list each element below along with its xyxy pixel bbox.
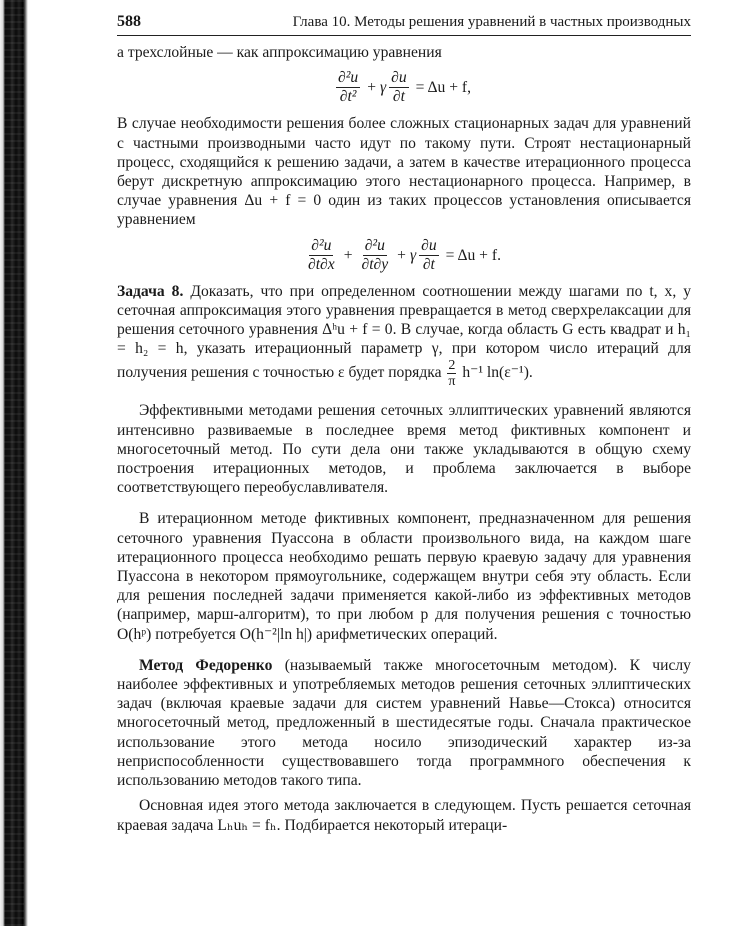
paragraph-fictitious-components: В итерационном методе фиктивных компонент, предназначенном для решения сеточного уравнения Пуассона в области произвольного вида, на каждом шаге итерационного процесса необходимо решать первую краевую задачу для уравнения Пуассона в некотором прямоугольнике, содержащем внутри себя эту область. Если для решения последней задачи применяется какой-либо из эффективных методов (например, марш-алгоритм), то при любом p для получения решения с точностью O(hᵖ) потребуется O(h⁻²|ln h|) арифметических операций.: [117, 510, 691, 643]
eq1-fraction-2: [389, 69, 409, 106]
task-8-paragraph: [117, 282, 691, 390]
running-title: Глава 10. Методы решения уравнений в частных производных: [292, 14, 691, 30]
eq2-plus-2: +: [397, 246, 406, 264]
task-8-tail: h⁻¹ ln(ε⁻¹).: [462, 364, 533, 382]
eq2-f3-denominator: ∂t: [422, 255, 435, 273]
eq2-f3-numerator: ∂u: [421, 236, 437, 254]
eq1-gamma: γ: [379, 79, 387, 97]
task-8-fraction-numerator: 2: [448, 358, 456, 374]
eq1-f2-denominator: ∂t: [392, 88, 405, 106]
task-8-text: Доказать, что при определенном соотношении между шагами по t, x, y сеточная аппроксимация этого уравнения превращается в метод сверхрелаксации для решения сеточного уравнения Δʰu + f = 0. В случае, когда область G есть квадрат и h₁ = h₂ = h, указать итерационный параметр γ, при котором число итераций для получения решения с точностью ε будет порядка: [117, 282, 691, 382]
equation-1: [117, 69, 691, 106]
eq1-f1-numerator: ∂²u: [338, 69, 359, 87]
task-8-fraction-denominator: π: [448, 374, 456, 390]
eq2-plus-1: +: [343, 246, 353, 264]
running-header: [117, 12, 691, 36]
eq1-fraction-1: [336, 69, 360, 106]
book-page: [117, 12, 691, 835]
book-spine-shadow: [0, 0, 28, 926]
eq2-f2-denominator: ∂t∂y: [361, 255, 389, 273]
page-number: 588: [117, 13, 141, 30]
paragraph-intro: а трехслойные — как аппроксимацию уравнения: [117, 44, 442, 62]
eq2-f1-denominator: ∂t∂x: [308, 255, 335, 273]
paragraph-nonstationary: В случае необходимости решения более сложных стационарных задач для уравнений с частными производными часто идут по такому пути. Строят нестационарный процесс, сходящийся к решению задачи, а затем в качестве итерационного процесса берут дискретную аппроксимацию этого нестационарного процесса. Например, в случае уравнения Δu + f = 0 один из таких процессов установления описывается уравнением: [117, 115, 691, 229]
eq2-fraction-3: [419, 237, 439, 274]
eq2-fraction-2: [359, 237, 390, 274]
eq2-fraction-1: [306, 237, 337, 274]
fedorenko-text: (называемый также многосеточным методом). К числу наиболее эффективных и употребляемых методов решения сеточных эллиптических задач (включая краевые задачи для систем уравнений Навье—Стокса) относится многосеточный метод, предложенный в шестидесятые годы. Сначала практическое использование этого метода носило эпизодический характер из-за неприспособленности существовавшего тогда программного обеспечения к использованию методов такого типа.: [117, 656, 691, 790]
eq1-plus: +: [367, 79, 376, 97]
fedorenko-label: Метод Федоренко: [139, 656, 273, 674]
eq2-f1-numerator: ∂²u: [311, 236, 332, 254]
eq1-f1-denominator: ∂t²: [339, 88, 357, 106]
paragraph-fedorenko: [117, 656, 691, 790]
eq2-f2-numerator: ∂²u: [364, 236, 385, 254]
eq1-f2-numerator: ∂u: [391, 69, 407, 87]
task-8-fraction: [447, 358, 456, 389]
eq1-rhs: = Δu + f,: [415, 79, 471, 97]
paragraph-main-idea: Основная идея этого метода заключается в следующем. Пусть решается сеточная краевая задача Lₕuₕ = fₕ. Подбирается некоторый итераци-: [117, 797, 691, 834]
eq2-gamma: γ: [409, 246, 417, 264]
equation-2: [117, 237, 691, 274]
eq2-rhs: = Δu + f.: [445, 246, 501, 264]
task-8-label: Задача 8.: [117, 282, 184, 300]
paragraph-effective-methods: Эффективными методами решения сеточных эллиптических уравнений являются интенсивно развиваемые в последнее время метод фиктивных компонент и многосеточный метод. По сути дела они также укладываются в общую схему построения итерационных методов, и проблема заключается в выборе соответствующего переобуславливателя.: [117, 402, 691, 497]
